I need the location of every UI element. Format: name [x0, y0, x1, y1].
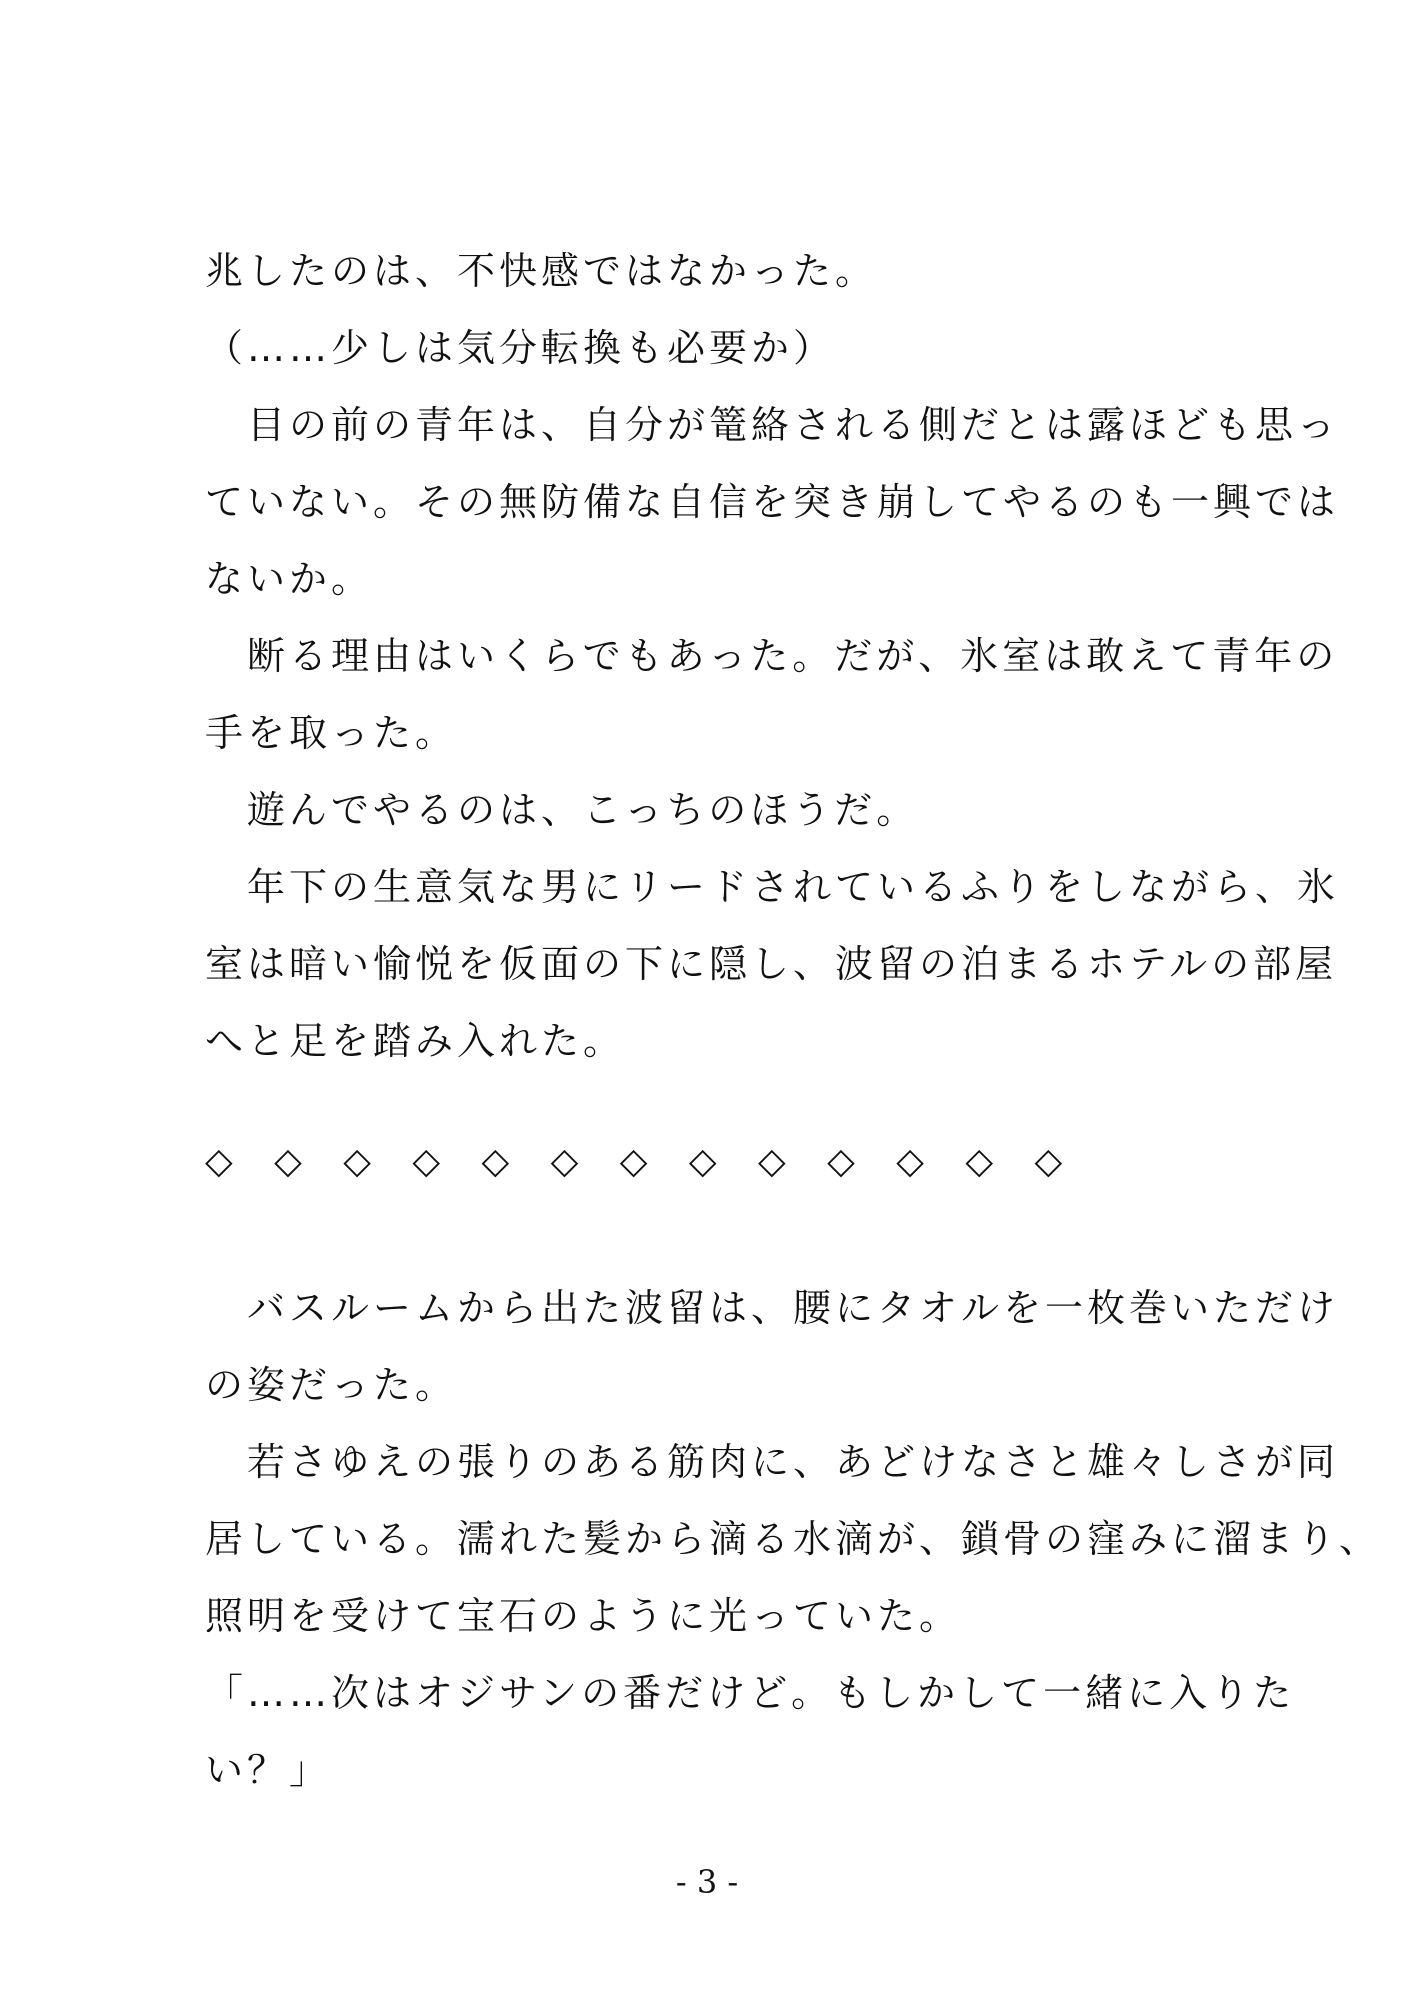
- text-line: へと足を踏み入れた。: [205, 1019, 626, 1063]
- body-text-top: [205, 233, 1340, 1080]
- text-line: （……少しは気分転換も必要か）: [205, 326, 836, 370]
- text-line: 目の前の青年は、自分が篭絡される側だとは露ほども思っ: [205, 403, 1340, 447]
- text-line: 「……次はオジサンの番だけど。もしかして一緒に入りた: [205, 1671, 1296, 1715]
- page-number: - 3 -: [675, 1863, 739, 1901]
- text-line: ないか。: [205, 557, 374, 601]
- text-line: 遊んでやるのは、こっちのほうだ。: [205, 788, 919, 832]
- text-line: 年下の生意気な男にリードされているふりをしながら、氷: [205, 865, 1340, 909]
- body-text-bottom: [205, 1270, 1382, 1809]
- text-line: 若さゆえの張りのある筋肉に、あどけなさと雄々しさが同: [205, 1440, 1340, 1484]
- scene-separator: ◇ ◇ ◇ ◇ ◇ ◇ ◇ ◇ ◇ ◇ ◇ ◇ ◇: [205, 1141, 1063, 1182]
- text-line: い？」: [205, 1748, 332, 1792]
- text-line: バスルームから出た波留は、腰にタオルを一枚巻いただけ: [205, 1286, 1340, 1330]
- text-line: ていない。その無防備な自信を突き崩してやるのも一興では: [205, 480, 1340, 524]
- text-line: 居している。濡れた髪から滴る水滴が、鎖骨の窪みに溜まり、: [205, 1517, 1382, 1561]
- text-line: 兆したのは、不快感ではなかった。: [205, 249, 878, 293]
- text-line: 手を取った。: [205, 711, 458, 755]
- text-line: 室は暗い愉悦を仮面の下に隠し、波留の泊まるホテルの部屋: [205, 942, 1338, 986]
- text-line: の姿だった。: [205, 1363, 458, 1407]
- text-line: 照明を受けて宝石のように光っていた。: [205, 1594, 962, 1638]
- text-line: 断る理由はいくらでもあった。だが、氷室は敢えて青年の: [205, 634, 1339, 678]
